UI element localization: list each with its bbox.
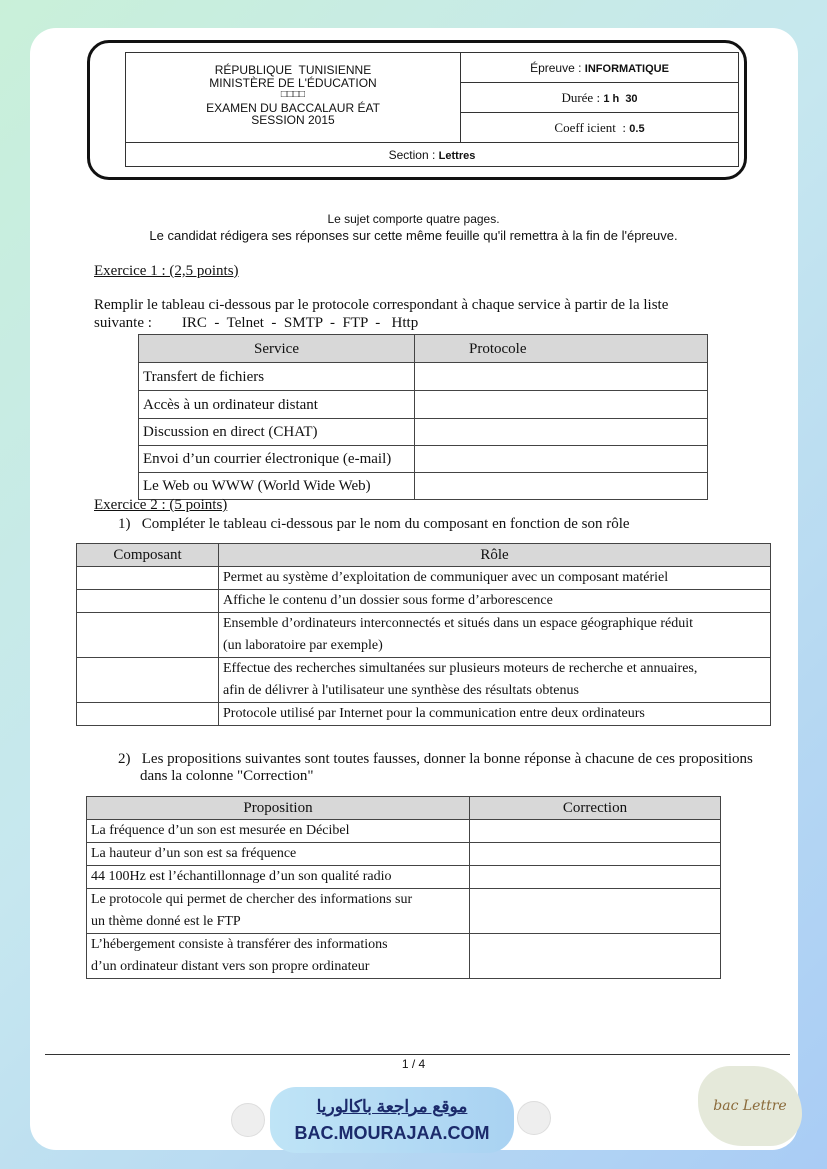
table-row	[139, 473, 708, 500]
table-row	[139, 419, 708, 446]
role-cell: Protocole utilisé par Internet pour la communication entre deux ordinateurs	[219, 703, 771, 726]
ex2-composant-table	[76, 543, 771, 726]
ex2-question-2-line2: dans la colonne "Correction"	[140, 768, 314, 784]
table-row	[139, 363, 708, 391]
bac-lettre-logo: bac Lettre	[698, 1066, 802, 1146]
composant-table-header	[77, 544, 771, 567]
header-left-cell	[126, 53, 461, 142]
composant-answer-cell[interactable]	[77, 703, 219, 726]
section-cell	[126, 142, 738, 167]
header-right-cell	[461, 53, 738, 142]
col-correction: Correction	[470, 797, 721, 820]
composant-answer-cell[interactable]	[77, 590, 219, 613]
proposition-line: un thème donné est le FTP	[91, 914, 241, 929]
table-row	[77, 613, 771, 658]
section-value: Lettres	[438, 150, 476, 162]
site-logo-icon-right	[517, 1101, 551, 1135]
table-row	[139, 391, 708, 419]
table-row	[77, 703, 771, 726]
service-cell: Accès à un ordinateur distant	[139, 391, 415, 419]
ex2-title: Exercice 2 : (5 points)	[94, 497, 228, 513]
protocole-answer-cell[interactable]	[415, 419, 708, 446]
col-protocole: Protocole	[415, 335, 708, 363]
site-logo-icon-left	[231, 1103, 265, 1137]
proposition-cell	[87, 934, 470, 979]
proposition-cell: 44 100Hz est l’échantillonnage d’un son qualité radio	[87, 866, 470, 889]
service-cell: Discussion en direct (CHAT)	[139, 419, 415, 446]
table-row	[87, 866, 721, 889]
proposition-table-header	[87, 797, 721, 820]
service-cell: Envoi d’un courrier électronique (e-mail)	[139, 446, 415, 473]
site-arabic-name: موقع مراجعة باكالوريا	[316, 1097, 468, 1116]
role-cell	[219, 658, 771, 703]
ministry-text: MINISTÈRE DE L'ÉDUCATION	[209, 75, 377, 90]
footer-divider	[45, 1054, 790, 1055]
coef-value: 0.5	[629, 123, 645, 135]
ex2-question-1: 1) Compléter le tableau ci-dessous par le nom du composant en fonction de son rôle	[118, 516, 630, 532]
table-row	[77, 658, 771, 703]
role-cell	[219, 613, 771, 658]
table-row	[87, 843, 721, 866]
role-line: Effectue des recherches simultanées sur plusieurs moteurs de recherche et annuaires,	[223, 661, 698, 676]
protocole-answer-cell[interactable]	[415, 446, 708, 473]
correction-answer-cell[interactable]	[470, 889, 721, 934]
section-label: Section :	[388, 148, 436, 162]
duree-cell	[461, 83, 738, 113]
epreuve-value: INFORMATIQUE	[584, 63, 669, 75]
table-row	[77, 590, 771, 613]
protocole-answer-cell[interactable]	[415, 391, 708, 419]
role-line: Ensemble d’ordinateurs interconnectés et situés dans un espace géographique réduit	[223, 616, 694, 631]
proposition-line: Le protocole qui permet de chercher des informations sur	[91, 892, 413, 907]
proposition-cell	[87, 889, 470, 934]
epreuve-label: Épreuve :	[530, 61, 582, 75]
header-table	[125, 52, 739, 167]
intro-pages: Le sujet comporte quatre pages.	[327, 212, 500, 226]
composant-answer-cell[interactable]	[77, 658, 219, 703]
page-number: 1 / 4	[401, 1057, 426, 1071]
proposition-cell: La fréquence d’un son est mesurée en Décibel	[87, 820, 470, 843]
col-composant: Composant	[77, 544, 219, 567]
table-row	[87, 820, 721, 843]
role-line: (un laboratoire par exemple)	[223, 638, 383, 653]
ex1-table-header	[139, 335, 708, 363]
table-row	[77, 567, 771, 590]
ex1-title: Exercice 1 : (2,5 points)	[94, 263, 239, 279]
service-cell: Transfert de fichiers	[139, 363, 415, 391]
squares-text: □□□□	[280, 89, 306, 100]
ex1-table	[138, 334, 708, 500]
col-service: Service	[139, 335, 415, 363]
col-role: Rôle	[219, 544, 771, 567]
ex2-proposition-table	[86, 796, 721, 979]
proposition-line: d’un ordinateur distant vers son propre ordinateur	[91, 959, 370, 974]
correction-answer-cell[interactable]	[470, 843, 721, 866]
protocole-answer-cell[interactable]	[415, 363, 708, 391]
table-row	[87, 889, 721, 934]
coef-cell	[461, 113, 738, 142]
ex1-list-label: suivante :	[94, 315, 152, 331]
duree-label: Durée :	[561, 90, 601, 105]
proposition-line: L’hébergement consiste à transférer des informations	[91, 937, 388, 952]
table-row	[87, 934, 721, 979]
service-cell: Le Web ou WWW (World Wide Web)	[139, 473, 415, 500]
epreuve-cell	[461, 53, 738, 83]
correction-answer-cell[interactable]	[470, 866, 721, 889]
role-cell: Permet au système d’exploitation de communiquer avec un composant matériel	[219, 567, 771, 590]
ex2-question-2-line1: 2) Les propositions suivantes sont toutes fausses, donner la bonne réponse à chacune de ces propositions	[118, 751, 753, 767]
composant-answer-cell[interactable]	[77, 613, 219, 658]
protocole-answer-cell[interactable]	[415, 473, 708, 500]
composant-answer-cell[interactable]	[77, 567, 219, 590]
table-row	[139, 446, 708, 473]
correction-answer-cell[interactable]	[470, 820, 721, 843]
exam-text: EXAMEN DU BACCALAUR ÉAT	[206, 100, 380, 115]
correction-answer-cell[interactable]	[470, 934, 721, 979]
proposition-cell: La hauteur d’un son est sa fréquence	[87, 843, 470, 866]
republic-text: RÉPUBLIQUE TUNISIENNE	[214, 63, 372, 77]
ex1-instruction: Remplir le tableau ci-dessous par le protocole correspondant à chaque service à partir de la liste	[94, 297, 669, 313]
coef-label: Coeff icient :	[554, 120, 627, 135]
duree-value: 1 h 30	[603, 93, 638, 105]
role-cell: Affiche le contenu d’un dossier sous forme d’arborescence	[219, 590, 771, 613]
ex1-protocol-list: IRC - Telnet - SMTP - FTP - Http	[181, 315, 419, 331]
site-url: BAC.MOURAJAA.COM	[294, 1123, 490, 1143]
session-text: SESSION 2015	[251, 113, 335, 127]
ex1-protocol-line	[94, 315, 418, 332]
col-proposition: Proposition	[87, 797, 470, 820]
site-banner[interactable]	[270, 1087, 514, 1153]
intro-instructions: Le candidat rédigera ses réponses sur cette même feuille qu'il remettra à la fin de l'épreuve.	[149, 228, 678, 243]
role-line: afin de délivrer à l'utilisateur une synthèse des résultats obtenus	[223, 683, 579, 698]
